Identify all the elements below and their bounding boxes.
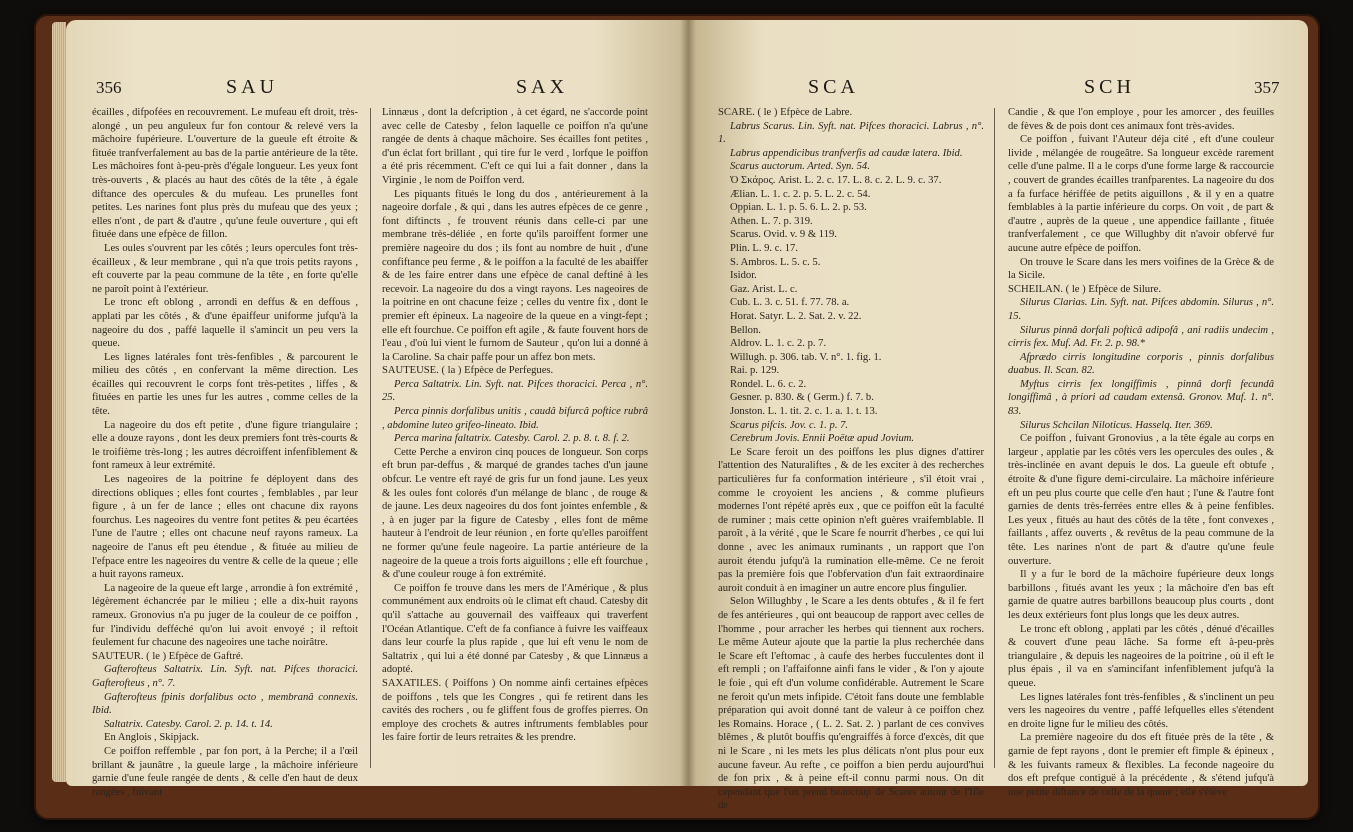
paragraph: Les lignes latérales font très-fenfibles , & s'inclinent un peu vers les nageoires du ventre , paffé lefquelles elles s'étendent en droite ligne fur le milieu des côtés. bbox=[1008, 691, 1274, 730]
citation: Scarus. Ovid. v. 9 & 119. bbox=[730, 229, 837, 241]
paragraph: écailles , difpofées en recouvrement. Le mufeau eft droit, très-alongé , un peu anguleux fur fon contour & relevé vers la mâchoire fupérieure. L'ouverture de la gueule eft étroite & fituée tranfverfalement au bas de la partie antérieure de la tête. Les mâchoires font à-peu-près d'égale longueur. Les yeux font très-ouverts , & placés au haut des côtés de la tête , à égale diftance des opercules & du mufeau. Les prunelles font petites. Les narines font plus près du mufeau que des yeux ; elles n'ont , de part & d'autre , qu'une feule ouverture , qui eft fituée dans une efpèce de fillon. bbox=[92, 107, 358, 241]
paragraph: Selon Willughby , le Scare a les dents obtufes , & il fe fert de fes antérieures , qui ont beaucoup de rapport avec celles de l'homme , pour arracher les herbes qui tiennent aux rochers. Le même Auteur ajoute que la partie la plus recherchée dans le Scare eft l'eftomac , à caufe des herbes fucculentes dont il eft rempli ; on l'affaifonne ainfi fans le vider , & l'on y ajoute le foie , qui eft d'un volume confidérable. Autrement le Scare ne feroit qu'un mets infipide. C'étoit fans doute une femblable préparation qui avoit donné tant de valeur à ce poiffon chez les Romains. Horace , ( L. 2. Sat. 2. ) parlant de ces convives blêmes , & plutôt bouffis qu'engraiffés à force d'excès, dit que ni le Scare , ni les mets les plus délicats n'ont plus pour eux aucune faveur. Au refte , ce poiffon a bien perdu aujourd'hui de fon prix , & à peine eft-il connu parmi nous. On dit cependant que l'on prend beaucoup de Scares autour de l'Ifle de bbox=[718, 596, 984, 812]
paragraph: Il y a fur le bord de la mâchoire fupérieure deux longs barbillons , fitués avant les yeux ; la mâchoire d'en bas eft garnie de quatre autres barbillons beaucoup plus courts , dont les deux extérieurs font plus longs que les deux autres. bbox=[1008, 569, 1274, 621]
citation: Scarus pifcis. Jov. c. 1. p. 7. bbox=[730, 419, 849, 431]
paragraph: La nageoire de la queue eft large , arrondie à fon extrémité , légèrement échancrée par le milieu ; elle a dix-huit rayons rameux. Gronovius n'a pu juger de la couleur de ce poiffon , fur l'individu defféché qu'on lui avoit envoyé ; il reftoit feulement fur chacune des nageoires une tache noirâtre. bbox=[92, 582, 358, 649]
citation: Ælian. L. 1. c. 2. p. 5. L. 2. c. 54. bbox=[730, 188, 871, 200]
citation: Isidor. bbox=[730, 270, 757, 282]
citation: Horat. Satyr. L. 2. Sat. 2. v. 22. bbox=[730, 310, 862, 322]
paragraph: La première nageoire du dos eft fituée près de la tête , & garnie de fept rayons , dont le premier eft fimple & épineux , & les fuivants rameux & flexibles. La feconde nageoire du dos eft prefque contiguë à la précédente , & s'étend jufqu'à une petite diftance de celle de la queue ; elle s'élève bbox=[1008, 732, 1274, 798]
paragraph: Le tronc eft oblong , applati par les côtés , dénué d'écailles & couvert d'une peau lâche. Sa forme eft à-peu-près triangulaire , & depuis les nageoires de la poitrine , où il eft le plus épais , il va en s'amincifant infenfiblement jufqu'à la queue. bbox=[1008, 623, 1274, 689]
paragraph: Linnæus , dont la defcription , à cet égard, ne s'accorde point avec celle de Catesby , felon laquelle ce poiffon n'a qu'une rangée de dents à chaque mâchoire. Ses écailles font petites , d'un éclat fort brillant , qui tire fur le verd , lorfque le poiffon a été pris récemment. C'eft ce qui lui a fait donner , dans la Virginie , le nom de Poiffon verd. bbox=[382, 107, 648, 186]
citation: Rai. p. 129. bbox=[730, 365, 780, 377]
citation: Gafterofteus Saltatrix. Lin. Syft. nat. Pifces thoracici. Gafterofteus , n°. 7. bbox=[92, 664, 358, 689]
citation: Perca marina faltatrix. Catesby. Carol. 2. p. 8. t. 8. f. 2. bbox=[394, 433, 630, 445]
citation: Silurus Schcilan Niloticus. Hasselq. Iter. 369. bbox=[1020, 419, 1213, 431]
column-rule bbox=[370, 108, 371, 768]
citation: Plin. L. 9. c. 17. bbox=[730, 242, 798, 254]
paragraph: La nageoire du dos eft petite , d'une figure triangulaire ; elle a douze rayons , dont les deux premiers font très-courts & le troifième très-long ; les autres décroiffent infenfiblement & font rameux à leur extrémité. bbox=[92, 419, 358, 472]
book-gutter bbox=[680, 20, 696, 786]
paragraph: Candie , & que l'on employe , pour les amorcer , des feuilles de fèves & de pois dont ces animaux font très-avides. bbox=[1008, 107, 1274, 132]
citation: Ὁ Σκάρος. Arist. L. 2. c. 17. L. 8. c. 2. L. 9. c. 37. bbox=[730, 174, 942, 186]
paragraph: Les oules s'ouvrent par les côtés ; leurs opercules font très-écailleux , & leur membrane , qui n'a que trois petits rayons , eft couverte par la peau commune de la tête , en forte qu'elle ne paroît point à l'extérieur. bbox=[92, 242, 358, 295]
left-running-head-2: SAX bbox=[516, 76, 569, 98]
left-page-column-1 bbox=[92, 106, 358, 799]
citation: Jonston. L. 1. tit. 2. c. 1. a. 1. t. 13. bbox=[730, 406, 878, 418]
right-running-head-2: SCH bbox=[1084, 76, 1135, 98]
right-page bbox=[688, 20, 1308, 812]
left-running-head-1: SAU bbox=[226, 76, 279, 98]
citation: Cub. L. 3. c. 51. f. 77. 78. a. bbox=[730, 297, 850, 309]
citation: Rondel. L. 6. c. 2. bbox=[730, 378, 807, 390]
citation: Athen. L. 7. p. 319. bbox=[730, 215, 813, 227]
citation: Gesner. p. 830. & ( Germ.) f. 7. b. bbox=[730, 392, 874, 404]
citation: Perca Saltatrix. Lin. Syft. nat. Pifces thoracici. Perca , n°. 25. bbox=[382, 378, 648, 404]
citation: Willugh. p. 306. tab. V. n°. 1. fig. 1. bbox=[730, 351, 882, 363]
paragraph: Ce poiffon , fuivant Gronovius , a la tête égale au corps en largeur , applatie par les côtés vers les opercules des oules , & très-inclinée en avant depuis le dos. La gueule eft obtufe , étroite & d'une figure demi-circulaire. La mâchoire inférieure eft un peu plus courte que celle d'en haut ; l'une & l'autre font garnies de dents très-ferrées entre elles & à peine fenfibles. Les yeux , fitués au haut des côtés de la tête , font convexes , faillants , affez ouverts , & revêtus de la peau commune de la tête. Les narines n'ont de part & d'autre qu'une feule ouverture. bbox=[1008, 433, 1274, 567]
citation: Afprædo cirris longitudine corporis , pinnis dorfalibus duabus. Il. Scan. 82. bbox=[1008, 351, 1274, 377]
citation: S. Ambros. L. 5. c. 5. bbox=[730, 256, 821, 268]
paragraph: Les piquants fitués le long du dos , antérieurement à la nageoire dorfale , & qui , dans les autres efpèces de ce genre , font diftincts , fe trouvent réunis dans celle-ci par une membrane très-déliée , en forte qu'ils paroiffent former une première nageoire du dos ; ils font au nombre de huit , d'une confiftance peu ferme , & le poiffon a la faculté de les abaiffer & de les faire entrer dans une efpèce de canal deftiné à les recevoir. La nageoire du dos a vingt rayons. Les nageoires de la poitrine en ont chacune feize ; celles du ventre fix , dont le premier eft épineux. La nageoire de la queue en a vingt-fept ; elle eft fourchue. Ce poiffon eft agile , & faute fouvent hors de l'eau , d'où lui vient le furnom de Sauteur , qu'on lui a donné à la Caroline. Sa chair paffe pour un affez bon mets. bbox=[382, 188, 648, 363]
citation: Gafterofteus fpinis dorfalibus octo , membranâ connexis. Ibid. bbox=[92, 691, 358, 717]
paragraph: Les nageoires de la poitrine fe déployent dans des directions obliques ; elles font courtes , femblables , par leur figure , à un fer de lance ; elles ont chacune dix rayons fourchus. Les nageoires du ventre font petites & peu écartées l'une de l'autre ; elles ont chacune neuf rayons rameux. La nageoire de l'anus eft peu étendue , & fituée au milieu de l'efpace entre les nageoires du ventre & celle de la queue ; elle a huit rayons rameux. bbox=[92, 474, 358, 581]
citation: Aldrov. L. 1. c. 2. p. 7. bbox=[730, 338, 827, 350]
citation: Silurus Clarias. Lin. Syft. nat. Pifces abdomin. Silurus , n°. 15. bbox=[1008, 297, 1274, 322]
left-page bbox=[66, 20, 688, 798]
paragraph: En Anglois , Skipjack. bbox=[104, 732, 200, 744]
citation: Perca pinnis dorfalibus unitis , caudâ bifurcâ poftice rubrâ , abdomine luteo grifeo-lineato. Ibid. bbox=[382, 406, 648, 431]
citation: Oppian. L. 1. p. 5. 6. L. 2. p. 53. bbox=[730, 202, 867, 214]
citation: Bellon. bbox=[730, 324, 761, 336]
paragraph: Ce poiffon fe trouve dans les mers de l'Amérique , & plus communément aux endroits où le climat eft chaud. Catesby dit qu'il s'attache au gouvernail des vaiffeaux qui traverfent l'Océan Atlantique. C'eft de fa confiance à fuivre les vaiffeaux dans leur courfe la plus rapide , que lui eft venu le nom de Saltatrix , qui lui a été donné par Catesby , & que Linnæus a adopté. bbox=[382, 582, 648, 676]
citation: Gaz. Arist. L. c. bbox=[730, 283, 798, 295]
paragraph: Les lignes latérales font très-fenfibles , & parcourent le milieu des côtés , en confervant la même direction. Les écailles qui recouvrent le corps font très-petites , liffes , & fituées en partie les unes fur les autres , comme celles de la tête. bbox=[92, 351, 358, 418]
citation: Labrus Scarus. Lin. Syft. nat. Pifces thoracici. Labrus , n°. 1. bbox=[718, 120, 984, 146]
right-page-column-2 bbox=[1008, 106, 1274, 799]
paragraph: Ce poiffon reffemble , par fon port, à la Perche; il a l'œil brillant & jaunâtre , la gueule large , la mâchoire inférieure garnie d'une feule rangée de dents , & celle d'en haut de deux rangées , fuivant bbox=[92, 745, 358, 798]
entry-heading: SCHEILAN. ( le ) Efpèce de Silure. bbox=[1008, 283, 1161, 295]
paragraph: Le tronc eft oblong , arrondi en deffus & en deffous , applati par les côtés , & d'une épaiffeur uniforme jufqu'à la nageoire du dos , paffé laquelle il s'amincit un peu vers la queue. bbox=[92, 297, 358, 350]
paragraph: Cette Perche a environ cinq pouces de longueur. Son corps eft brun par-deffus , & marqué de grandes taches d'un jaune obfcur. Le ventre eft rayé de gris fur un fond jaune. Les yeux & les oules font colorés d'un mélange de blanc , de rouge & de jaune. Les deux nageoires du dos font jointes enfemble , & , à en juger par la figure de Catesby , elles font de même hauteur à l'endroit de leur réunion , en forte qu'elles paroiffent ne former qu'une feule nageoire. La partie antérieure de la nageoire de la queue a trois forts aiguillons ; elle eft fourchue , & d'une couleur rouge à fon extrémité. bbox=[382, 446, 648, 581]
right-page-number: 357 bbox=[1254, 78, 1280, 97]
citation: Scarus auctorum. Arted. Syn. 54. bbox=[730, 161, 870, 173]
right-running-head-1: SCA bbox=[808, 76, 859, 98]
page-edges-left bbox=[52, 22, 66, 782]
right-page-column-1 bbox=[718, 106, 984, 813]
left-page-column-2 bbox=[382, 106, 648, 745]
citation: Silurus pinnâ dorfali pofticâ adipofâ , ani radiis undecim , cirris fex. Muf. Ad. Fr. 2. p. 98.* bbox=[1008, 324, 1274, 350]
left-page-number: 356 bbox=[96, 78, 122, 97]
citation: Myftus cirris fex longiffimis , pinnâ dorfi fecundâ longiffimâ , à priori ad caudam extensâ. Gronov. Muf. 1. n°. 83. bbox=[1008, 378, 1274, 418]
citation: Saltatrix. Catesby. Carol. 2. p. 14. t. 14. bbox=[104, 718, 273, 730]
entry-heading: SAXATILES. ( Poiffons ) On nomme ainfi certaines efpèces de poiffons , tels que les Congres , qui fe retirent dans les cavités des rochers , ou fe gliffent fous de groffes pierres. On employe des crochets & autres inftruments femblables pour les faire fortir de leurs retraites & les prendre. bbox=[382, 677, 648, 744]
entry-heading: SAUTEUR. ( le ) Efpèce de Gaftré. bbox=[92, 650, 244, 662]
paragraph: Ce poiffon , fuivant l'Auteur déja cité , eft d'une couleur livide , mélangée de rougeâtre. Sa longueur excède rarement celle d'une palme. Il a le corps d'une forme large & raccourcie , couvert de grandes écailles tranfparentes. La nageoire du dos a fa furface hériffée de petits aiguillons , & il y en a quatre femblables à la partie inférieure du corps. On voit , de part & d'autre , auprès de la queue , une appendice faillante , fituée tranfverfalement , ce que Willughby dit n'avoir obfervé fur aucune autre efpèce de poiffon. bbox=[1008, 134, 1274, 254]
paragraph: On trouve le Scare dans les mers voifines de la Grèce & de la Sicile. bbox=[1008, 256, 1274, 282]
citation: Labrus appendicibus tranfverfis ad caudæ latera. Ibid. bbox=[730, 147, 963, 159]
column-rule bbox=[994, 108, 995, 768]
entry-heading: SAUTEUSE. ( la ) Efpèce de Perfegues. bbox=[382, 365, 554, 377]
entry-heading: SCARE. ( le ) Efpèce de Labre. bbox=[718, 107, 853, 118]
citation: Cerebrum Jovis. Ennii Poëtæ apud Jovium. bbox=[730, 433, 915, 445]
paragraph: Le Scare feroit un des poiffons les plus dignes d'attirer l'attention des Naturaliftes , & de les exciter à des recherches particulières fur fa conformation intérieure , s'il étoit vrai , comme le croyoient les anciens , & comme plufieurs modernes l'ont répété après eux , que ce poiffon eût la faculté de ruminer ; mais cette opinion n'eft guères vraifemblable. Il paroît , à la vérité , que le Scare fe nourrit d'herbes , ce qui lui donne , avec les animaux ruminants , un rapport que l'on auroit étendu jufqu'à la rumination elle-même. Ce ne feroit pas la première fois que l'obfervation d'un fait extraordinaire auroit conduit à en imaginer un autre encore plus fingulier. bbox=[718, 446, 984, 594]
